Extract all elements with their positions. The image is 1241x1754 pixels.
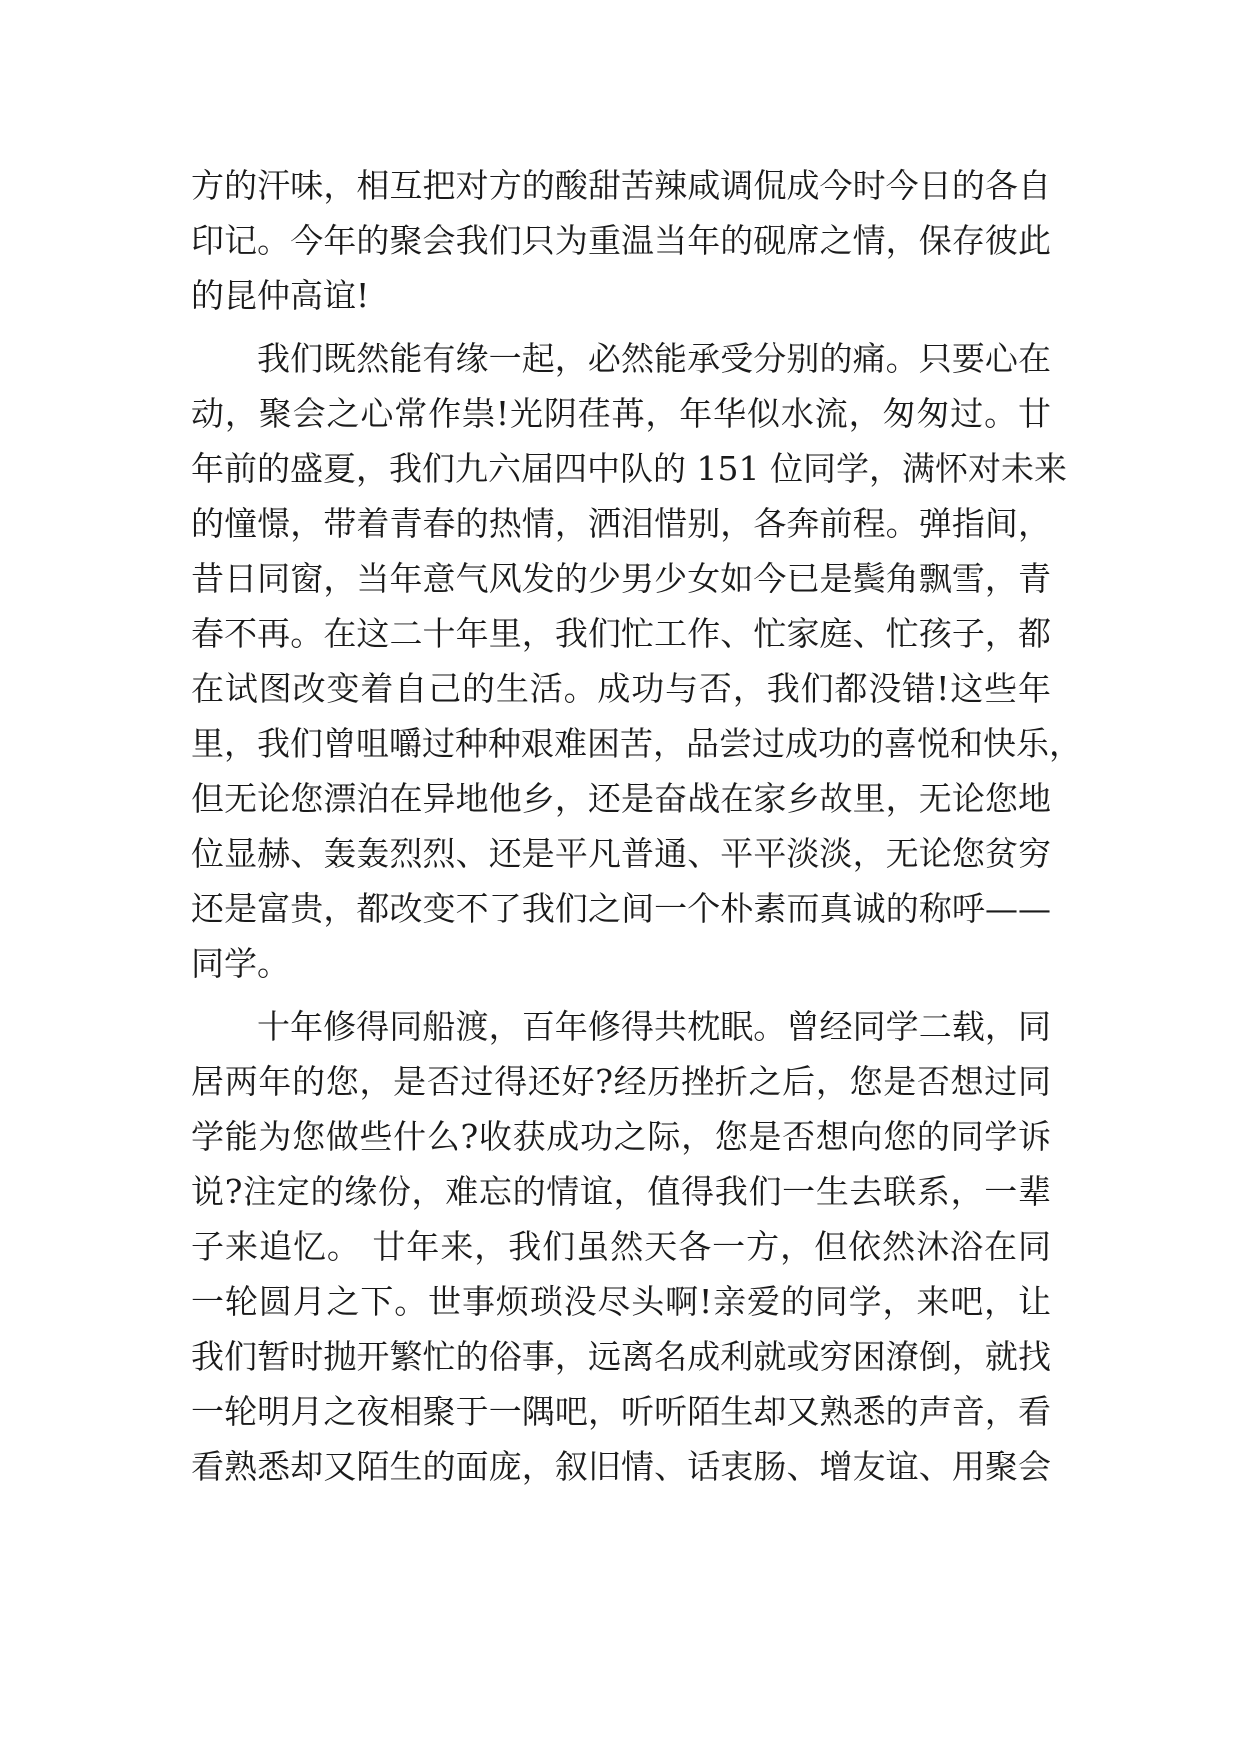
text-line: 动，聚会之心常作祟!光阴荏苒，年华似水流，匆匆过。廿 <box>191 394 1051 433</box>
text-line: 我们既然能有缘一起，必然能承受分别的痛。只要心在 <box>257 339 1051 378</box>
text-line: 年前的盛夏，我们九六届四中队的 151 位同学，满怀对未来 <box>191 449 1067 488</box>
text-line: 我们暂时抛开繁忙的俗事，远离名成利就或穷困潦倒，就找 <box>191 1337 1051 1376</box>
text-line: 居两年的您，是否过得还好?经历挫折之后，您是否想过同 <box>191 1062 1051 1101</box>
text-line: 里，我们曾咀嚼过种种艰难困苦，品尝过成功的喜悦和快乐， <box>191 724 1082 763</box>
text-line: 的憧憬，带着青春的热情，洒泪惜别，各奔前程。弹指间， <box>191 504 1051 543</box>
paragraph <box>191 158 1051 323</box>
text-line: 子来追忆。 廿年来，我们虽然天各一方，但依然沐浴在同 <box>191 1227 1051 1266</box>
text-line: 同学。 <box>191 944 290 983</box>
text-line: 一轮明月之夜相聚于一隅吧，听听陌生却又熟悉的声音，看 <box>191 1392 1051 1431</box>
text-line: 的昆仲高谊! <box>191 276 370 315</box>
text-line: 看熟悉却又陌生的面庞，叙旧情、话衷肠、增友谊、用聚会 <box>191 1447 1051 1486</box>
text-line: 在试图改变着自己的生活。成功与否，我们都没错!这些年 <box>191 669 1051 708</box>
document-body <box>191 158 1082 1494</box>
text-line: 说?注定的缘份，难忘的情谊，值得我们一生去联系，一辈 <box>191 1172 1051 1211</box>
paragraph <box>191 331 1082 991</box>
paragraph <box>191 999 1051 1494</box>
paragraph-spacing <box>191 991 1051 999</box>
text-line: 方的汗味，相互把对方的酸甜苦辣咸调侃成今时今日的各自 <box>191 166 1051 205</box>
text-line: 十年修得同船渡，百年修得共枕眠。曾经同学二载，同 <box>257 1007 1051 1046</box>
text-line: 印记。今年的聚会我们只为重温当年的砚席之情，保存彼此 <box>191 221 1051 260</box>
text-line: 一轮圆月之下。世事烦琐没尽头啊!亲爱的同学，来吧，让 <box>191 1282 1051 1321</box>
paragraph-spacing <box>191 323 1051 331</box>
text-line: 但无论您漂泊在异地他乡，还是奋战在家乡故里，无论您地 <box>191 779 1051 818</box>
text-line: 学能为您做些什么?收获成功之际，您是否想向您的同学诉 <box>191 1117 1051 1156</box>
text-line: 还是富贵，都改变不了我们之间一个朴素而真诚的称呼—— <box>191 889 1051 928</box>
text-line: 位显赫、轰轰烈烈、还是平凡普通、平平淡淡，无论您贫穷 <box>191 834 1051 873</box>
text-line: 春不再。在这二十年里，我们忙工作、忙家庭、忙孩子，都 <box>191 614 1051 653</box>
text-line: 昔日同窗，当年意气风发的少男少女如今已是鬓角飘雪，青 <box>191 559 1051 598</box>
